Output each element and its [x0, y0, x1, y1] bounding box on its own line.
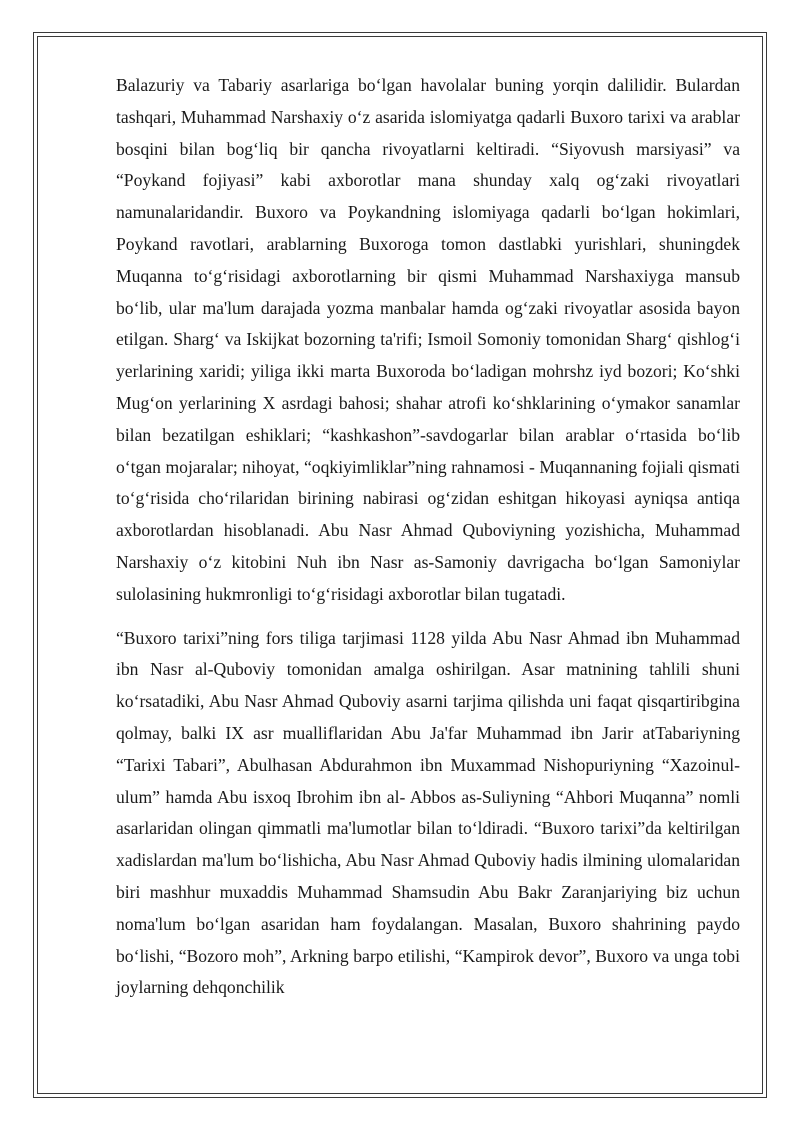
document-body [116, 70, 740, 1004]
paragraph-1: Balazuriy va Tabariy asarlariga bo‘lgan havolalar buning yorqin dalilidir. Bulardan tashqari, Muhammad Narshaxiy o‘z asarida islomiyatga qadarli Buxoro tarixi va arablar bosqini bilan bog‘liq bir qancha rivoyatlarni keltiradi. “Siyovush marsiyasi” va “Poykand fojiyasi” kabi axborotlar mana shunday xalq og‘zaki rivoyatlari namunalaridandir. Buxoro va Poykandning islomiyaga qadarli bo‘lgan hokimlari, Poykand ravotlari, arablarning Buxoroga tomon dastlabki yurishlari, shuningdek Muqanna to‘g‘risidagi axborotlarning bir qismi Muhammad Narshaxiyga mansub bo‘lib, ular ma'lum darajada yozma manbalar hamda og‘zaki rivoyatlar asosida bayon etilgan. Sharg‘ va Iskijkat bozorning ta'rifi; Ismoil Somoniy tomonidan Sharg‘ qishlog‘i yerlarining xaridi; yiliga ikki marta Buxoroda bo‘ladigan mohrshz iyd bozori; Ko‘shki Mug‘on yerlarining X asrdagi bahosi; shahar atrofi ko‘shklarining o‘ymakor sanamlar bilan bezatilgan eshiklari; “kashkashon”-savdogarlar bilan arablar o‘rtasida bo‘lib o‘tgan mojaralar; nihoyat, “oqkiyimliklar”ning rahnamosi - Muqannaning fojiali qismati to‘g‘risida cho‘rilaridan birining nabirasi og‘zidan eshitgan hikoyasi ayniqsa antiqa axborotlardan hisoblanadi. Abu Nasr Ahmad Quboviyning yozishicha, Muhammad Narshaxiy o‘z kitobini Nuh ibn Nasr as-Samoniy davrigacha bo‘lgan Samoniylar sulolasining hukmronligi to‘g‘risidagi axborotlar bilan tugatadi. [116, 75, 740, 604]
paragraph-2: “Buxoro tarixi”ning fors tiliga tarjimasi 1128 yilda Abu Nasr Ahmad ibn Muhammad ibn Nasr al-Quboviy tomonidan amalga oshirilgan. Asar matnining tahlili shuni ko‘rsatadiki, Abu Nasr Ahmad Quboviy asarni tarjima qilishda uni faqat qisqartiribgina qolmay, balki IX asr mualliflaridan Abu Ja'far Muhammad ibn Jarir atTabariyning “Tarixi Tabari”, Abulhasan Abdurahmon ibn Muxammad Nishopuriyning “Xazoinul-ulum” hamda Abu isxoq Ibrohim ibn al- Abbos as-Suliyning “Ahbori Muqanna” nomli asarlaridan olingan qimmatli ma'lumotlar bilan to‘ldiradi. “Buxoro tarixi”da keltirilgan xadislardan ma'lum bo‘lishicha, Abu Nasr Ahmad Quboviy hadis ilmining ulomalaridan biri mashhur muxaddis Muhammad Shamsudin Abu Bakr Zaranjariying biz uchun noma'lum bo‘lgan asaridan ham foydalangan. Masalan, Buxoro shahrining paydo bo‘lishi, “Bozoro moh”, Arkning barpo etilishi, “Kampirok devor”, Buxoro va unga tobi joylarning dehqonchilik [116, 627, 740, 998]
